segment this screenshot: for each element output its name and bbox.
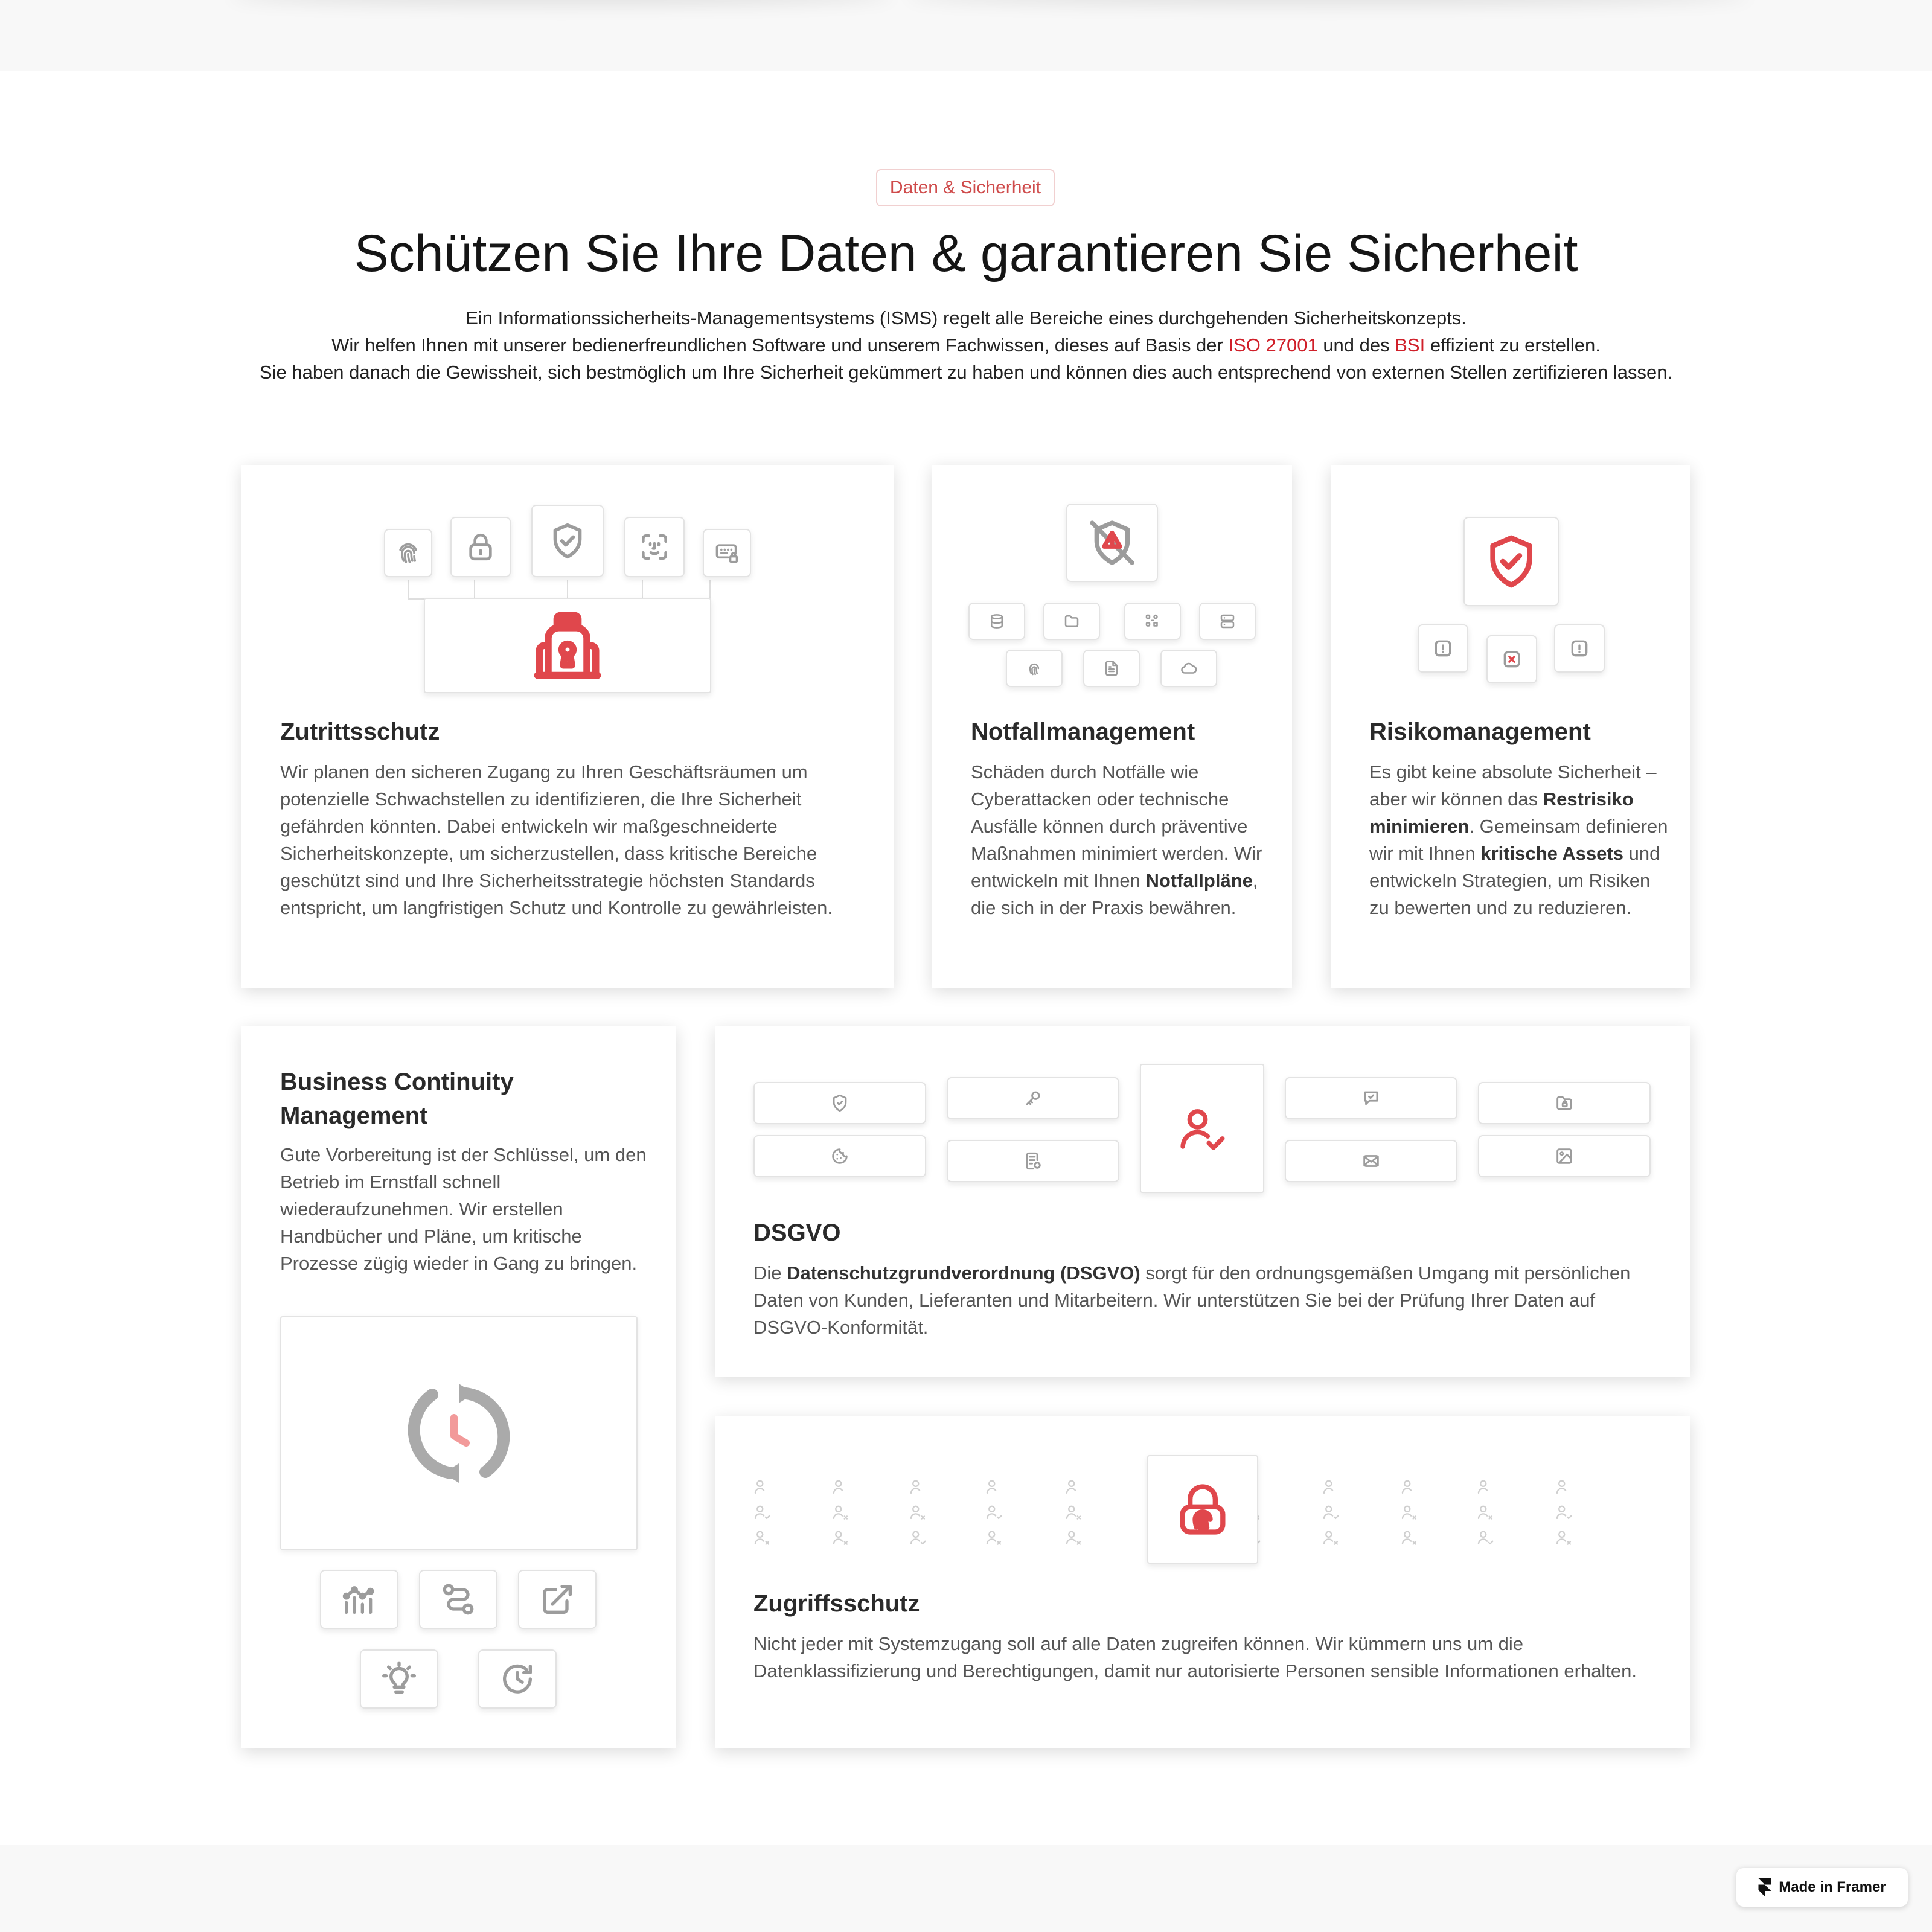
shield-icon — [753, 1082, 926, 1124]
route-icon — [419, 1570, 497, 1629]
user-icon — [1321, 1527, 1342, 1548]
card-notfallmanagement — [932, 465, 1292, 988]
user-icon — [831, 1477, 851, 1497]
form-icon — [947, 1140, 1119, 1182]
apps-icon — [1124, 603, 1181, 640]
card-text — [1369, 758, 1671, 921]
iso-link[interactable]: ISO 27001 — [1228, 334, 1318, 356]
intro-line-3: Sie haben danach die Gewissheit, sich bestmöglich um Ihre Sicherheit gekümmert zu haben und können dies auch entsprechend von externen Stellen zertifizieren lassen. — [259, 362, 1673, 383]
export-icon — [518, 1570, 597, 1629]
card-title: Zutrittsschutz — [280, 718, 440, 745]
shield-warning-icon — [1066, 504, 1158, 582]
card-text-part: Es gibt keine absolute Sicherheit – aber wir können das — [1369, 761, 1657, 810]
card-text: Nicht jeder mit Systemzugang soll auf alle Daten zugreifen können. Wir kümmern uns um die Datenklassifizierung und Berechtigungen, damit nur autorisierte Personen sensible Informationen erhalten. — [753, 1633, 1637, 1681]
card-business-continuity — [242, 1026, 676, 1748]
image-icon — [1478, 1135, 1651, 1177]
section-headline: Schützen Sie Ihre Daten & garantieren Sie Sicherheit — [354, 225, 1578, 283]
cookie-icon — [753, 1135, 926, 1177]
intro-line-1: Ein Informationssicherheits-Managementsystems (ISMS) regelt alle Bereiche eines durchgehenden Sicherheitskonzepts. — [465, 307, 1467, 328]
folder-icon — [1043, 603, 1100, 640]
history-icon — [478, 1649, 557, 1709]
intro-text: und des — [1317, 334, 1395, 356]
user-check-icon — [1140, 1064, 1264, 1193]
user-icon — [908, 1477, 929, 1497]
user-icon — [908, 1502, 929, 1523]
card-text-bold: kritische Assets — [1480, 843, 1623, 864]
made-in-framer-badge[interactable] — [1736, 1868, 1908, 1907]
user-icon — [1321, 1502, 1342, 1523]
alert-icon — [1418, 624, 1468, 673]
bsi-link[interactable]: BSI — [1395, 334, 1425, 356]
card-title: DSGVO — [753, 1220, 841, 1246]
card-text-part: Die — [753, 1262, 787, 1284]
fingerprint-icon — [1006, 650, 1063, 687]
card-title: Risikomanagement — [1369, 718, 1591, 745]
mail-icon — [1285, 1140, 1457, 1182]
refresh-clock-icon — [280, 1316, 638, 1550]
lightbulb-icon — [360, 1649, 438, 1709]
card-title: Zugriffsschutz — [753, 1590, 920, 1617]
top-band — [0, 0, 1932, 71]
user-icon — [752, 1527, 773, 1548]
card-text-part: sorgt für den ordnungsgemäßen Umgang mit persönlichen Daten von Kunden, Lieferanten und Mitarbeitern. Wir unterstützen Sie bei der Prüfung Ihrer Daten auf DSGVO-Konformität. — [753, 1262, 1631, 1338]
user-icon — [1476, 1527, 1496, 1548]
building-lock-icon — [424, 598, 711, 693]
user-icon — [831, 1502, 851, 1523]
framer-logo-icon — [1758, 1878, 1771, 1896]
user-icon — [1554, 1502, 1575, 1523]
shield-check-icon — [531, 505, 604, 577]
card-zutrittsschutz — [242, 465, 894, 988]
section-badge: Daten & Sicherheit — [876, 169, 1055, 206]
user-icon — [1064, 1527, 1084, 1548]
folder-lock-icon — [1478, 1082, 1651, 1124]
password-keyboard-icon — [703, 529, 751, 577]
alert-icon — [1554, 624, 1605, 673]
intro-text: effizient zu erstellen. — [1425, 334, 1601, 356]
face-scan-icon — [624, 517, 685, 577]
card-text-bold: Datenschutzgrundverordnung (DSGVO) — [787, 1262, 1140, 1284]
user-icon — [1476, 1502, 1496, 1523]
card-text-part: Schäden durch Notfälle wie Cyberattacken oder technische Ausfälle können durch präventive Maßnahmen minimiert werden. Wir entwickeln mit Ihnen — [971, 761, 1262, 891]
user-icon — [1399, 1527, 1420, 1548]
user-icon — [752, 1477, 773, 1497]
card-text — [971, 758, 1273, 921]
card-text-part: , die sich in der Praxis bewähren. — [971, 870, 1258, 918]
intro-text: Wir helfen Ihnen mit unserer bedienerfreundlichen Software und unserem Fachwissen, dieses auf Basis der — [331, 334, 1229, 356]
user-icon — [984, 1502, 1005, 1523]
user-icon — [752, 1502, 773, 1523]
card-text: Gute Vorbereitung ist der Schlüssel, um den Betrieb im Ernstfall schnell wiederaufzunehmen. Wir erstellen Handbücher und Pläne, um kritische Prozesse zügig wieder in Gang zu bringen. — [280, 1144, 647, 1274]
user-icon — [984, 1527, 1005, 1548]
user-icon — [908, 1527, 929, 1548]
fingerprint-lock-icon — [1147, 1455, 1258, 1564]
user-icon — [1554, 1477, 1575, 1497]
chart-icon — [320, 1570, 398, 1629]
card-dsgvo — [715, 1026, 1690, 1377]
card-title: Notfallmanagement — [971, 718, 1195, 745]
x-icon — [1486, 635, 1537, 683]
framer-badge-label: Made in Framer — [1779, 1879, 1886, 1895]
card-text-bold: Restrisiko minimieren — [1369, 788, 1634, 837]
card-text: Wir planen den sicheren Zugang zu Ihren Geschäftsräumen um potenzielle Schwachstellen zu identifizieren, die Ihre Sicherheit gefährden könnten. Dabei entwickeln wir maßgeschneiderte Sicherheitskonzepte, um sicherzustellen, dass kritische Bereiche geschützt sind und Ihre Sicherheitsstrategie höchsten Standards entspricht, um langfristigen Schutz und Kontrolle zu gewährleisten. — [280, 761, 833, 918]
padlock-icon — [450, 517, 511, 577]
section-intro — [121, 304, 1811, 386]
cloud-icon — [1160, 650, 1217, 687]
card-text-part: und entwickeln Strategien, um Risiken zu bewerten und zu reduzieren. — [1369, 843, 1660, 918]
message-check-icon — [1285, 1077, 1457, 1119]
fingerprint-icon — [384, 529, 432, 577]
card-text — [753, 1259, 1647, 1341]
card-title: Business Continuity Management — [280, 1069, 514, 1129]
user-icon — [1064, 1502, 1084, 1523]
user-icon — [1321, 1477, 1342, 1497]
intro-line-2 — [121, 331, 1811, 359]
user-icon — [1399, 1502, 1420, 1523]
bottom-band — [0, 1845, 1932, 1932]
card-text-part: . Gemeinsam definieren wir mit Ihnen — [1369, 816, 1668, 864]
user-icon — [984, 1477, 1005, 1497]
key-icon — [947, 1077, 1119, 1119]
user-icon — [831, 1527, 851, 1548]
user-icon — [1554, 1527, 1575, 1548]
shield-check-icon — [1463, 517, 1559, 606]
server-icon — [1199, 603, 1256, 640]
card-text-bold: Notfallpläne — [1145, 870, 1253, 891]
user-icon — [1064, 1477, 1084, 1497]
database-icon — [968, 603, 1025, 640]
user-icon — [1399, 1477, 1420, 1497]
card-zugriffsschutz — [715, 1416, 1690, 1748]
card-risikomanagement — [1331, 465, 1690, 988]
user-icon — [1476, 1477, 1496, 1497]
document-icon — [1083, 650, 1140, 687]
